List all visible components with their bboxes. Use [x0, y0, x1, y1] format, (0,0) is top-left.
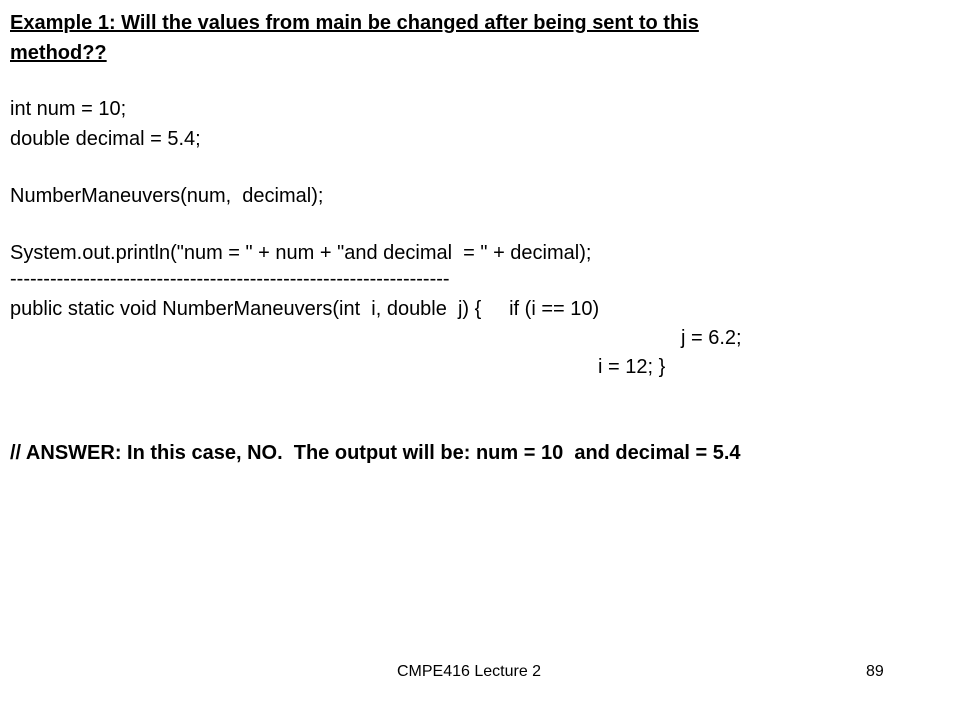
code-line-double-decimal: double decimal = 5.4;: [10, 128, 201, 150]
code-line-assign-i: i = 12; }: [598, 356, 666, 378]
footer-page-number: 89: [866, 663, 884, 680]
code-line-method-call: NumberManeuvers(num, decimal);: [10, 185, 324, 207]
code-line-int-num: int num = 10;: [10, 98, 127, 120]
answer-text: // ANSWER: In this case, NO. The output will be: num = 10 and decimal = 5.4: [10, 442, 741, 464]
code-line-println: System.out.println("num = " + num + "and decimal = " + decimal);: [10, 242, 592, 264]
code-line-assign-j: j = 6.2;: [681, 327, 742, 349]
separator-dashes: ------------------------------------------------------------------: [10, 268, 450, 290]
slide-title-line-2: method??: [10, 42, 107, 64]
code-line-method-signature: public static void NumberManeuvers(int i, double j) { if (i == 10): [10, 298, 600, 320]
slide-title-line-1: Example 1: Will the values from main be changed after being sent to this: [10, 12, 699, 34]
footer-course-label: CMPE416 Lecture 2: [397, 663, 542, 680]
